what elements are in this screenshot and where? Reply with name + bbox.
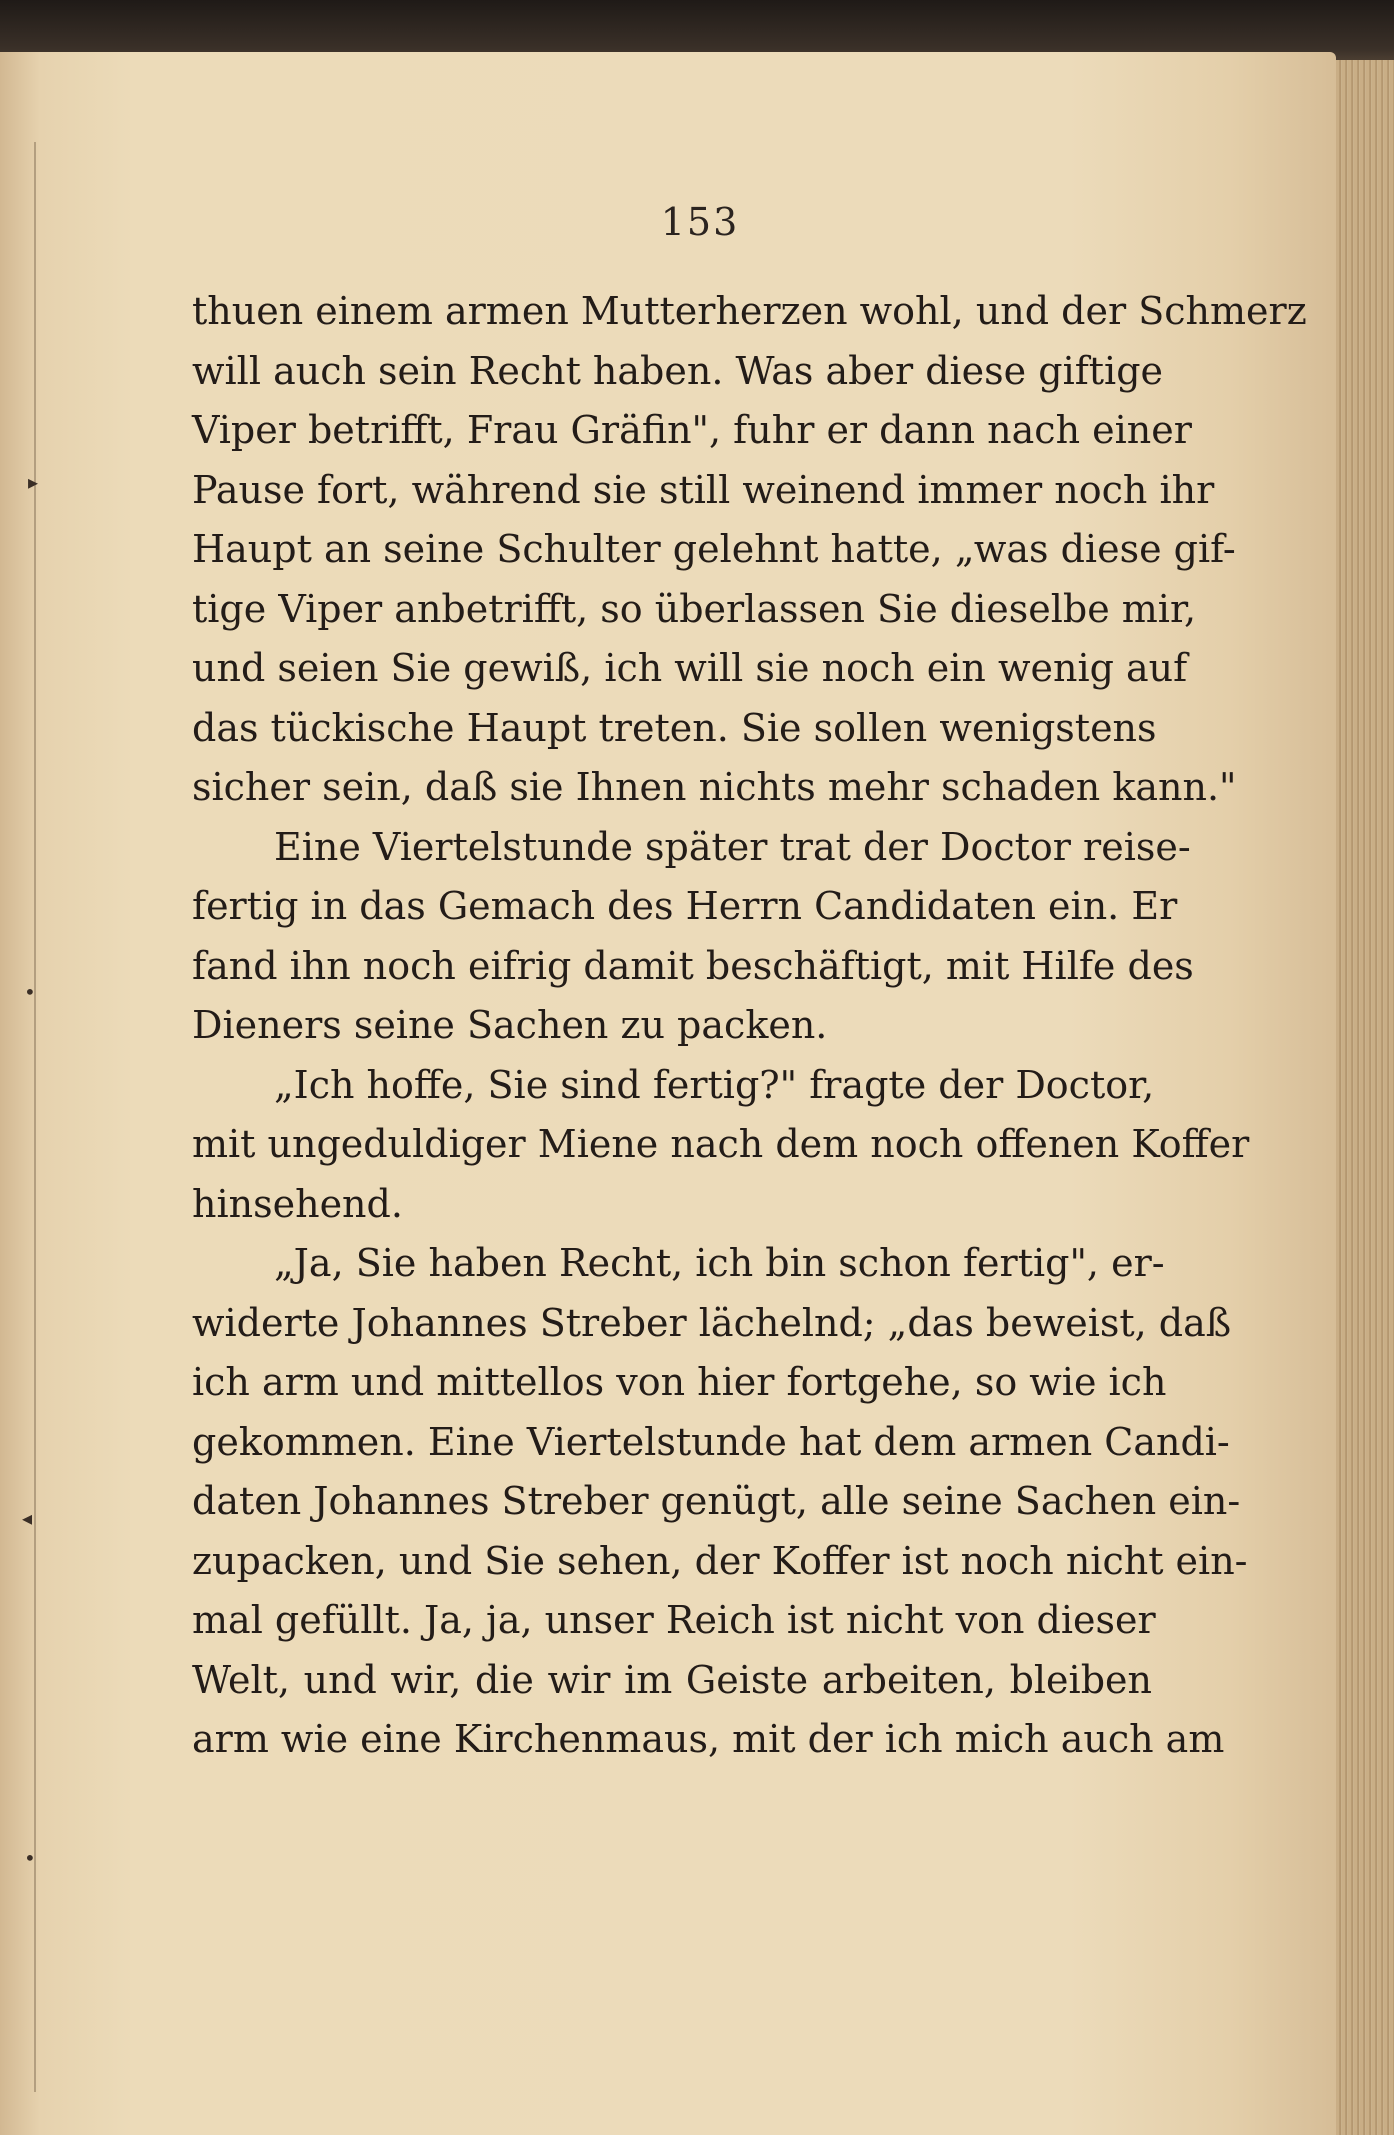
text-line: daten Johannes Streber genügt, alle seine Sachen ein- [192, 1479, 1241, 1523]
page-number: 153 [660, 200, 740, 244]
text-line: thuen einem armen Mutterherzen wohl, und der Schmerz [192, 289, 1307, 333]
margin-mark: • [24, 1846, 36, 1870]
text-line: Dieners seine Sachen zu packen. [192, 1003, 828, 1047]
text-line: tige Viper anbetrifft, so überlassen Sie dieselbe mir, [192, 586, 1197, 631]
text-line: Haupt an seine Schulter gelehnt hatte, „was diese gif- [192, 527, 1236, 571]
text-line: das tückische Haupt treten. Sie sollen wenigstens [192, 705, 1157, 750]
text-line: Eine Viertelstunde später trat der Doctor reise- [274, 824, 1191, 869]
text-line: mal gefüllt. Ja, ja, unser Reich ist nicht von dieser [192, 1598, 1156, 1642]
text-line: Welt, und wir, die wir im Geiste arbeiten, bleiben [192, 1657, 1152, 1702]
text-line: hinsehend. [192, 1181, 403, 1226]
page-edges [1336, 60, 1394, 2135]
body-text [192, 282, 1307, 1770]
text-line: „Ja, Sie haben Recht, ich bin schon fertig", er- [274, 1241, 1165, 1285]
text-line: zupacken, und Sie sehen, der Koffer ist noch nicht ein- [192, 1538, 1248, 1583]
text-line: fertig in das Gemach des Herrn Candidaten ein. Er [192, 884, 1178, 928]
text-line: will auch sein Recht haben. Was aber diese giftige [192, 348, 1164, 393]
text-line: Viper betrifft, Frau Gräfin", fuhr er dann nach einer [192, 408, 1192, 452]
text-line: „Ich hoffe, Sie sind fertig?" fragte der Doctor, [274, 1062, 1155, 1107]
text-line: Pause fort, während sie still weinend immer noch ihr [192, 467, 1215, 512]
margin-mark: ◂ [22, 1506, 33, 1530]
text-line: fand ihn noch eifrig damit beschäftigt, mit Hilfe des [192, 943, 1194, 988]
text-line: und seien Sie gewiß, ich will sie noch ein wenig auf [192, 646, 1188, 690]
margin-mark: • [24, 980, 36, 1004]
text-line: ich arm und mittellos von hier fortgehe, so wie ich [192, 1360, 1167, 1404]
text-line: arm wie eine Kirchenmaus, mit der ich mich auch am [192, 1717, 1225, 1761]
text-line: mit ungeduldiger Miene nach dem noch offenen Koffer [192, 1122, 1250, 1166]
margin-mark: ▸ [28, 470, 39, 494]
gutter-line [34, 142, 36, 2092]
text-line: gekommen. Eine Viertelstunde hat dem armen Candi- [192, 1419, 1230, 1464]
text-line: widerte Johannes Streber lächelnd; „das beweist, daß [192, 1300, 1232, 1345]
text-line: sicher sein, daß sie Ihnen nichts mehr schaden kann." [192, 765, 1237, 809]
